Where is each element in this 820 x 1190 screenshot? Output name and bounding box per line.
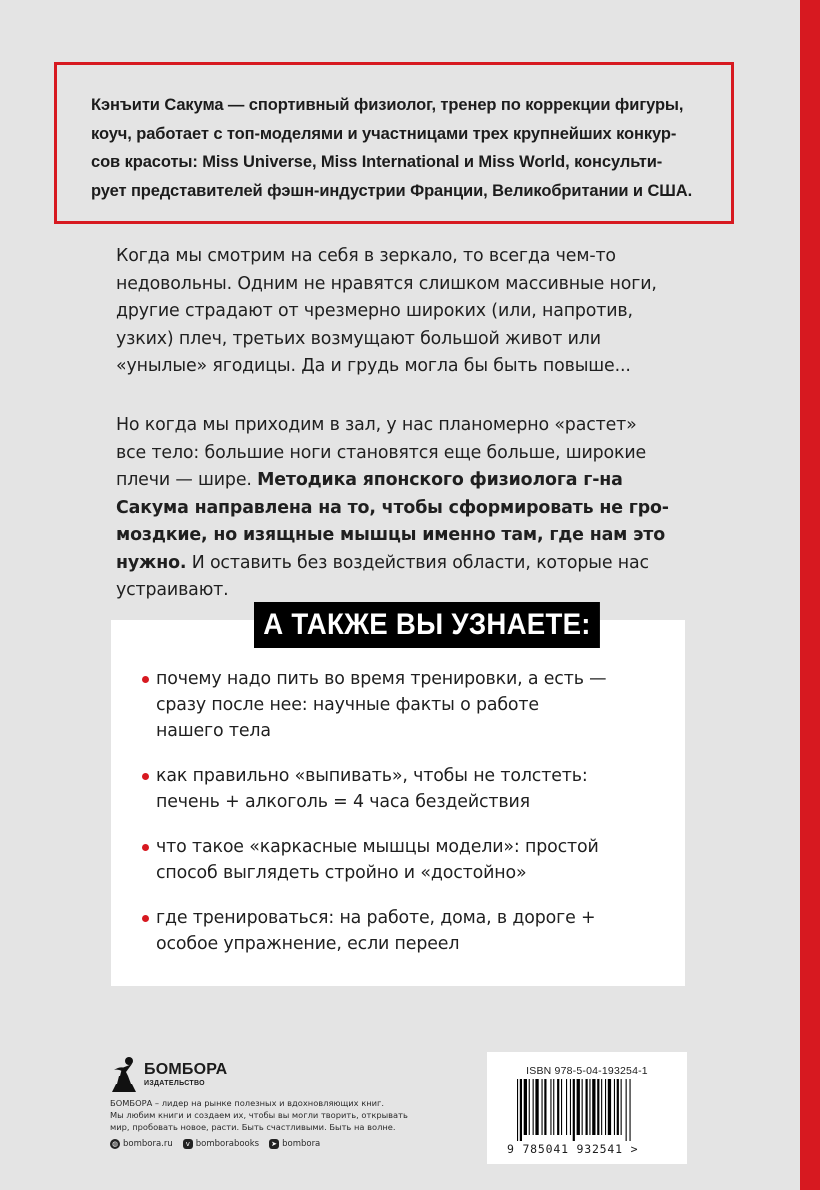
barcode-bar (533, 1079, 534, 1135)
learn-heading: А ТАКЖЕ ВЫ УЗНАЕТЕ: (254, 602, 600, 648)
red-spine-stripe (800, 0, 820, 1190)
bullet-dot-icon (142, 676, 149, 683)
barcode-bar (586, 1079, 588, 1135)
isbn-text: ISBN 978-5-04-193254-1 (526, 1065, 648, 1077)
barcode-bar (550, 1079, 551, 1135)
globe-icon: ◍ (111, 1140, 119, 1148)
logo-name: БОМБОРА (144, 1061, 228, 1078)
bullet-dot-icon (142, 844, 149, 851)
barcode-bar (621, 1079, 622, 1135)
barcode-bar (544, 1079, 546, 1135)
barcode-bar (577, 1079, 580, 1135)
bombora-logo-icon (108, 1054, 140, 1094)
barcode-bar (601, 1079, 602, 1135)
learn-list (142, 666, 682, 976)
barcode-bar (614, 1079, 615, 1135)
barcode-bar (597, 1079, 599, 1135)
author-bio-text: Кэнъити Сакума — спортивный физиолог, тренер по коррекции фигуры, коуч, работает с топ-моделями и участницами трех крупнейших конкур- сов красоты: Miss Universe, Miss International и Miss World, консульти- рует представителей фэшн-индустрии Франции, Великобритании и США. (91, 96, 693, 200)
barcode-bar (608, 1079, 611, 1135)
barcode-bar (626, 1079, 627, 1141)
barcode-bar (561, 1079, 562, 1135)
barcode-bar (592, 1079, 595, 1135)
barcode-bar (520, 1079, 522, 1141)
barcode-bar (529, 1079, 530, 1135)
learn-item: как правильно «выпивать», чтобы не толстеть: печень + алкоголь = 4 часа бездействия (142, 763, 682, 815)
barcode-bar (582, 1079, 583, 1135)
barcode-bar (557, 1079, 559, 1135)
barcode-bar (589, 1079, 590, 1135)
vk-link[interactable]: v bomborabooks (183, 1139, 259, 1149)
barcode-bar (517, 1079, 518, 1141)
barcode-bar (524, 1079, 527, 1135)
barcode-bar (553, 1079, 554, 1135)
author-bio-box (54, 62, 734, 224)
vk-icon: v (183, 1139, 193, 1149)
publisher-description: БОМБОРА – лидер на рынке полезных и вдохновляющих книг. Мы любим книги и создаем их, чтобы вы могли творить, открывать мир, пробовать новое, расти. Быть счастливыми. Быть на волне. (110, 1098, 408, 1132)
intro-paragraph-2: Но когда мы приходим в зал, у нас планомерно «растет» все тело: большие ноги становятся еще больше, широкие плечи — шире. Методика японского физиолога г-на Сакума направлена на то, чтобы сформировать не гро- моздкие, но изящные мышцы именно там, где нам это нужно. И оставить без воздействия области, которые нас устраивают. (116, 415, 669, 600)
barcode-bar (535, 1079, 538, 1135)
bullet-dot-icon (142, 915, 149, 922)
website-link[interactable]: ◍ bombora.ru (111, 1139, 173, 1149)
bullet-dot-icon (142, 773, 149, 780)
barcode (517, 1079, 657, 1141)
barcode-digits: 9 785041 932541 > (507, 1142, 639, 1156)
publisher-links (110, 1137, 320, 1151)
publisher-logo (108, 1054, 258, 1094)
barcode-bar (605, 1079, 606, 1135)
barcode-bar (566, 1079, 567, 1135)
barcode-box (487, 1052, 687, 1164)
learn-item: почему надо пить во время тренировки, а есть — сразу после нее: научные факты о работе нашего тела (142, 666, 682, 744)
learn-item: что такое «каркасные мышцы модели»: простой способ выглядеть стройно и «достойно» (142, 834, 682, 886)
barcode-bar (570, 1079, 571, 1135)
barcode-bar (617, 1079, 619, 1135)
barcode-bar (630, 1079, 631, 1141)
barcode-bar (573, 1079, 575, 1141)
telegram-icon: ➤ (269, 1139, 279, 1149)
logo-subtitle: ИЗДАТЕЛЬСТВО (144, 1080, 205, 1087)
intro-paragraph-1: Когда мы смотрим на себя в зеркало, то всегда чем-то недовольны. Одним не нравятся слишком массивные ноги, другие страдают от чрезмерно широких (или, напротив, узких) плеч, третьих возмущают большой живот или «унылые» ягодицы. Да и грудь могла бы быть повыше... (116, 246, 657, 376)
method-highlight: Методика японского физиолога г-на (257, 470, 623, 490)
barcode-bar (542, 1079, 543, 1135)
telegram-link[interactable]: ➤ bombora (269, 1139, 320, 1149)
learn-item: где тренироваться: на работе, дома, в дороге + особое упражнение, если переел (142, 905, 682, 957)
